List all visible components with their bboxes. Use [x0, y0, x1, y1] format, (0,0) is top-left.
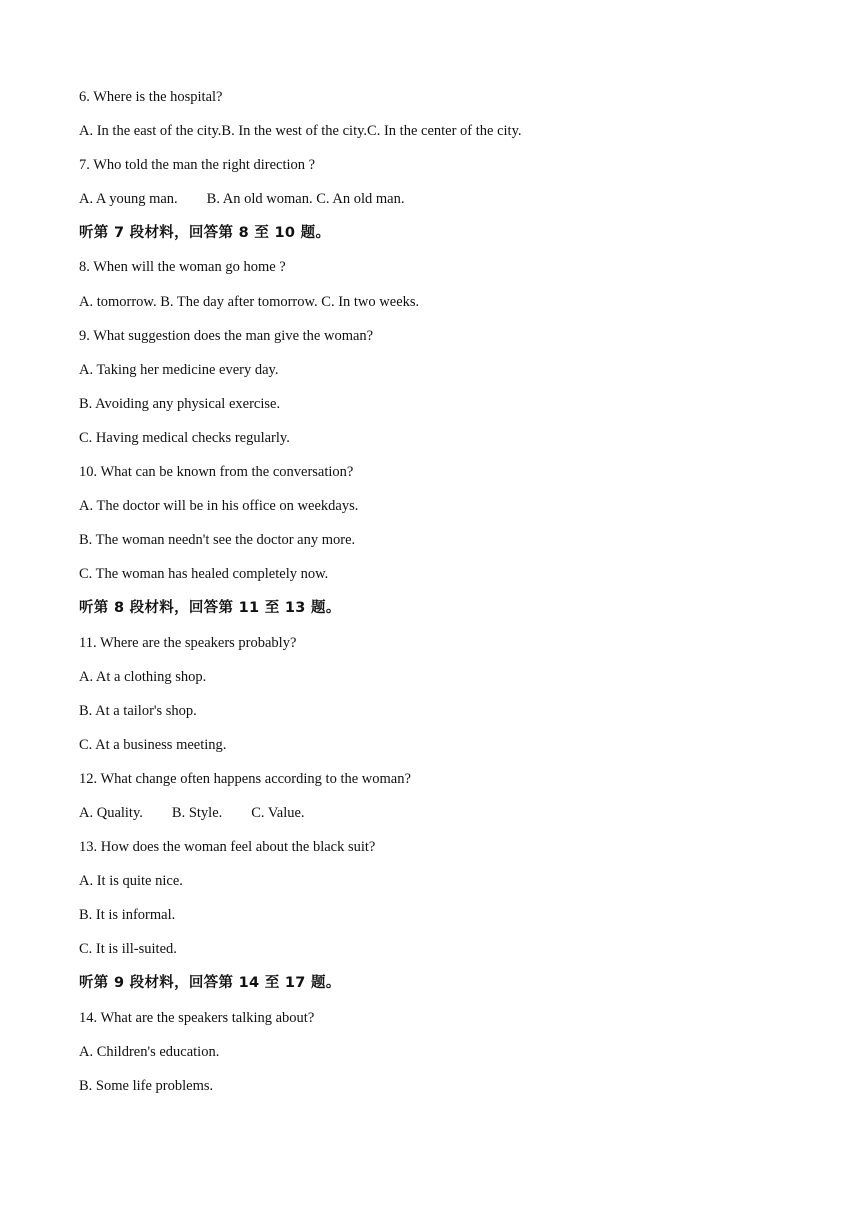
section-heading-7: 听第 7 段材料，回答第 8 至 10 题。 — [79, 225, 331, 242]
question-13-option-a: A. It is quite nice. — [79, 873, 183, 890]
question-13-option-b: B. It is informal. — [79, 907, 176, 924]
question-13: 13. How does the woman feel about the black suit? — [79, 839, 376, 856]
question-8: 8. When will the woman go home ? — [79, 259, 286, 276]
question-10-option-a: A. The doctor will be in his office on weekdays. — [79, 498, 359, 515]
question-10-option-b: B. The woman needn't see the doctor any more. — [79, 532, 356, 549]
question-7: 7. Who told the man the right direction ? — [79, 157, 316, 174]
question-12-options: A. Quality. B. Style. C. Value. — [79, 804, 305, 821]
question-11-option-b: B. At a tailor's shop. — [79, 702, 197, 719]
question-11: 11. Where are the speakers probably? — [79, 634, 297, 651]
question-9-option-a: A. Taking her medicine every day. — [79, 361, 279, 378]
question-9-option-b: B. Avoiding any physical exercise. — [79, 395, 281, 412]
question-13-option-c: C. It is ill-suited. — [79, 941, 177, 958]
question-11-option-c: C. At a business meeting. — [79, 736, 227, 753]
question-10-option-c: C. The woman has healed completely now. — [79, 566, 329, 583]
question-11-option-a: A. At a clothing shop. — [79, 668, 207, 685]
question-14-option-a: A. Children's education. — [79, 1043, 220, 1060]
question-14: 14. What are the speakers talking about? — [79, 1009, 315, 1026]
question-9: 9. What suggestion does the man give the woman? — [79, 327, 374, 344]
question-6-options: A. In the east of the city.B. In the west of the city.C. In the center of the city. — [79, 123, 522, 140]
question-10: 10. What can be known from the conversation? — [79, 464, 354, 481]
document-page — [79, 86, 819, 1109]
question-9-option-c: C. Having medical checks regularly. — [79, 429, 290, 446]
question-14-option-b: B. Some life problems. — [79, 1077, 214, 1094]
question-8-options: A. tomorrow. B. The day after tomorrow. C. In two weeks. — [79, 293, 420, 310]
question-7-options: A. A young man. B. An old woman. C. An old man. — [79, 191, 405, 208]
section-heading-8: 听第 8 段材料，回答第 11 至 13 题。 — [79, 600, 341, 617]
question-12: 12. What change often happens according to the woman? — [79, 770, 411, 787]
section-heading-9: 听第 9 段材料，回答第 14 至 17 题。 — [79, 975, 341, 992]
question-6: 6. Where is the hospital? — [79, 89, 223, 105]
